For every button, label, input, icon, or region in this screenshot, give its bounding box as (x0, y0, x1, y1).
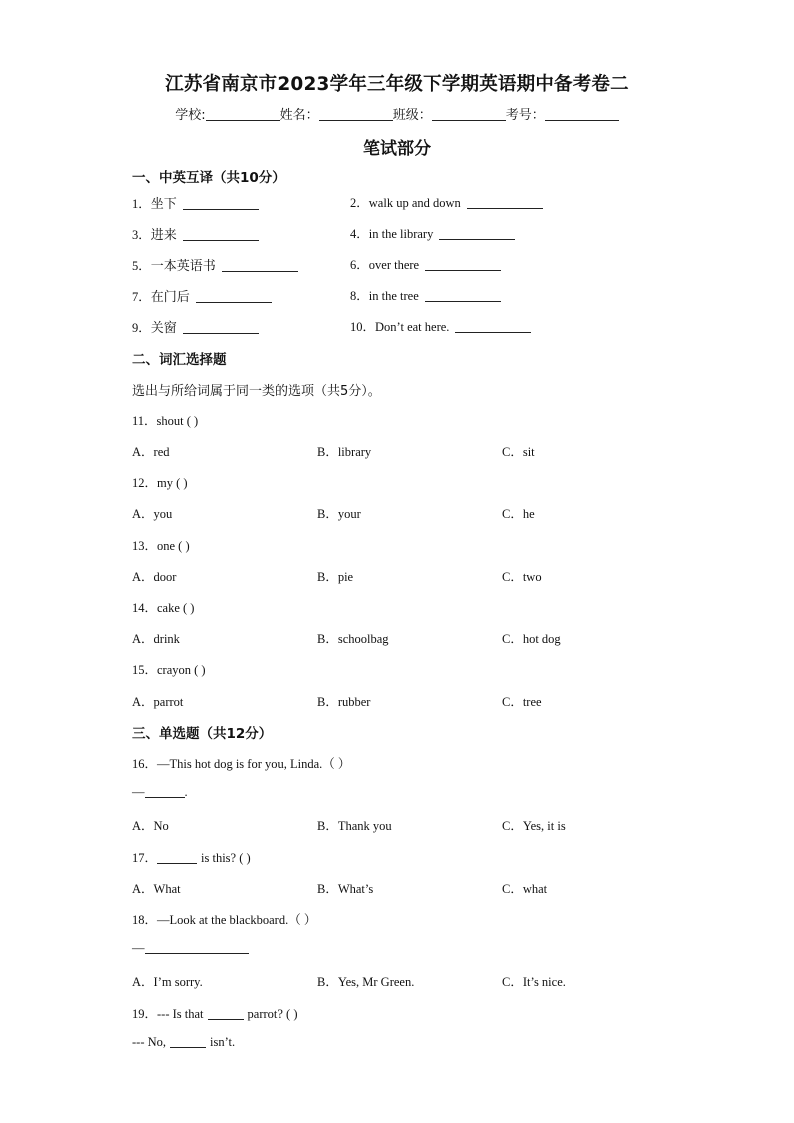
number-label: 考号： (505, 108, 545, 123)
student-info-row (0, 104, 794, 123)
name-field[interactable] (319, 107, 393, 121)
option-b[interactable]: B．your (317, 507, 361, 521)
option-a[interactable]: A．door (132, 570, 177, 584)
option-a[interactable]: A．What (132, 882, 181, 896)
option-a[interactable]: A．you (132, 507, 173, 521)
translate-item-10: 10．Don’t eat here. (350, 317, 531, 335)
answer-line[interactable] (425, 258, 501, 271)
question-18-stem: 18．—Look at the blackboard.（ ） (132, 913, 317, 927)
option-c[interactable]: C．Yes, it is (502, 819, 566, 833)
answer-line[interactable] (439, 227, 515, 240)
option-c[interactable]: C．sit (502, 445, 535, 459)
option-a[interactable]: A．I’m sorry. (132, 975, 203, 989)
option-b[interactable]: B．library (317, 445, 372, 459)
option-c[interactable]: C．hot dog (502, 632, 561, 646)
answer-line[interactable] (455, 320, 531, 333)
translate-item-2: 2．walk up and down (350, 193, 543, 211)
section-subtitle: 笔试部分 (363, 139, 431, 159)
question-16-reply: — . (132, 785, 188, 799)
option-a[interactable]: A．parrot (132, 695, 184, 709)
question-16-stem: 16．—This hot dog is for you, Linda.（ ） (132, 757, 351, 771)
section2-heading: 二、词汇选择题 (132, 352, 227, 368)
translate-item-4: 4．in the library (350, 224, 515, 242)
section1-heading: 一、中英互译（共10分） (132, 170, 286, 186)
answer-line[interactable] (183, 321, 259, 334)
option-a[interactable]: A．drink (132, 632, 180, 646)
question-13-stem: 13．one ( ) (132, 539, 190, 553)
answer-line[interactable] (208, 1007, 244, 1020)
translate-item-5: 5．一本英语书 (132, 255, 298, 274)
section3-heading: 三、单选题（共12分） (132, 726, 273, 742)
option-b[interactable]: B．Yes, Mr Green. (317, 975, 415, 989)
translate-item-9: 9．关窗 (132, 317, 259, 336)
option-a[interactable]: A．No (132, 819, 169, 833)
section2-instruction: 选出与所给词属于同一类的选项（共5分）。 (132, 384, 381, 399)
page-title: 江苏省南京市2023学年三年级下学期英语期中备考卷二 (165, 74, 629, 95)
translate-item-1: 1．坐下 (132, 193, 259, 212)
answer-line[interactable] (157, 851, 197, 864)
question-17-stem: 17． is this? ( ) (132, 851, 251, 865)
number-field[interactable] (545, 107, 619, 121)
class-label: 班级： (392, 108, 432, 123)
answer-line[interactable] (222, 259, 298, 272)
translate-item-6: 6．over there (350, 255, 501, 273)
option-b[interactable]: B．Thank you (317, 819, 392, 833)
answer-line[interactable] (183, 228, 259, 241)
answer-line[interactable] (145, 785, 185, 798)
answer-line[interactable] (145, 941, 249, 954)
translate-item-8: 8．in the tree (350, 286, 501, 304)
school-label: 学校: (175, 108, 206, 123)
question-11-stem: 11．shout ( ) (132, 414, 199, 428)
option-c[interactable]: C．what (502, 882, 548, 896)
school-field[interactable] (206, 107, 280, 121)
option-b[interactable]: B．rubber (317, 695, 371, 709)
answer-line[interactable] (196, 290, 272, 303)
option-c[interactable]: C．tree (502, 695, 542, 709)
option-b[interactable]: B．What’s (317, 882, 374, 896)
question-19-stem: 19．--- Is that parrot? ( ) (132, 1007, 298, 1021)
answer-line[interactable] (183, 197, 259, 210)
question-15-stem: 15．crayon ( ) (132, 663, 206, 677)
question-14-stem: 14．cake ( ) (132, 601, 195, 615)
option-c[interactable]: C．two (502, 570, 542, 584)
answer-line[interactable] (425, 289, 501, 302)
question-12-stem: 12．my ( ) (132, 476, 188, 490)
translate-item-3: 3．进来 (132, 224, 259, 243)
question-19-reply: --- No, isn’t. (132, 1035, 236, 1049)
option-a[interactable]: A．red (132, 445, 170, 459)
translate-item-7: 7．在门后 (132, 286, 272, 305)
option-c[interactable]: C．It’s nice. (502, 975, 566, 989)
class-field[interactable] (432, 107, 506, 121)
question-18-reply: — (132, 941, 249, 956)
option-c[interactable]: C．he (502, 507, 535, 521)
option-b[interactable]: B．schoolbag (317, 632, 389, 646)
answer-line[interactable] (170, 1035, 206, 1048)
option-b[interactable]: B．pie (317, 570, 354, 584)
name-label: 姓名： (279, 108, 319, 123)
answer-line[interactable] (467, 196, 543, 209)
